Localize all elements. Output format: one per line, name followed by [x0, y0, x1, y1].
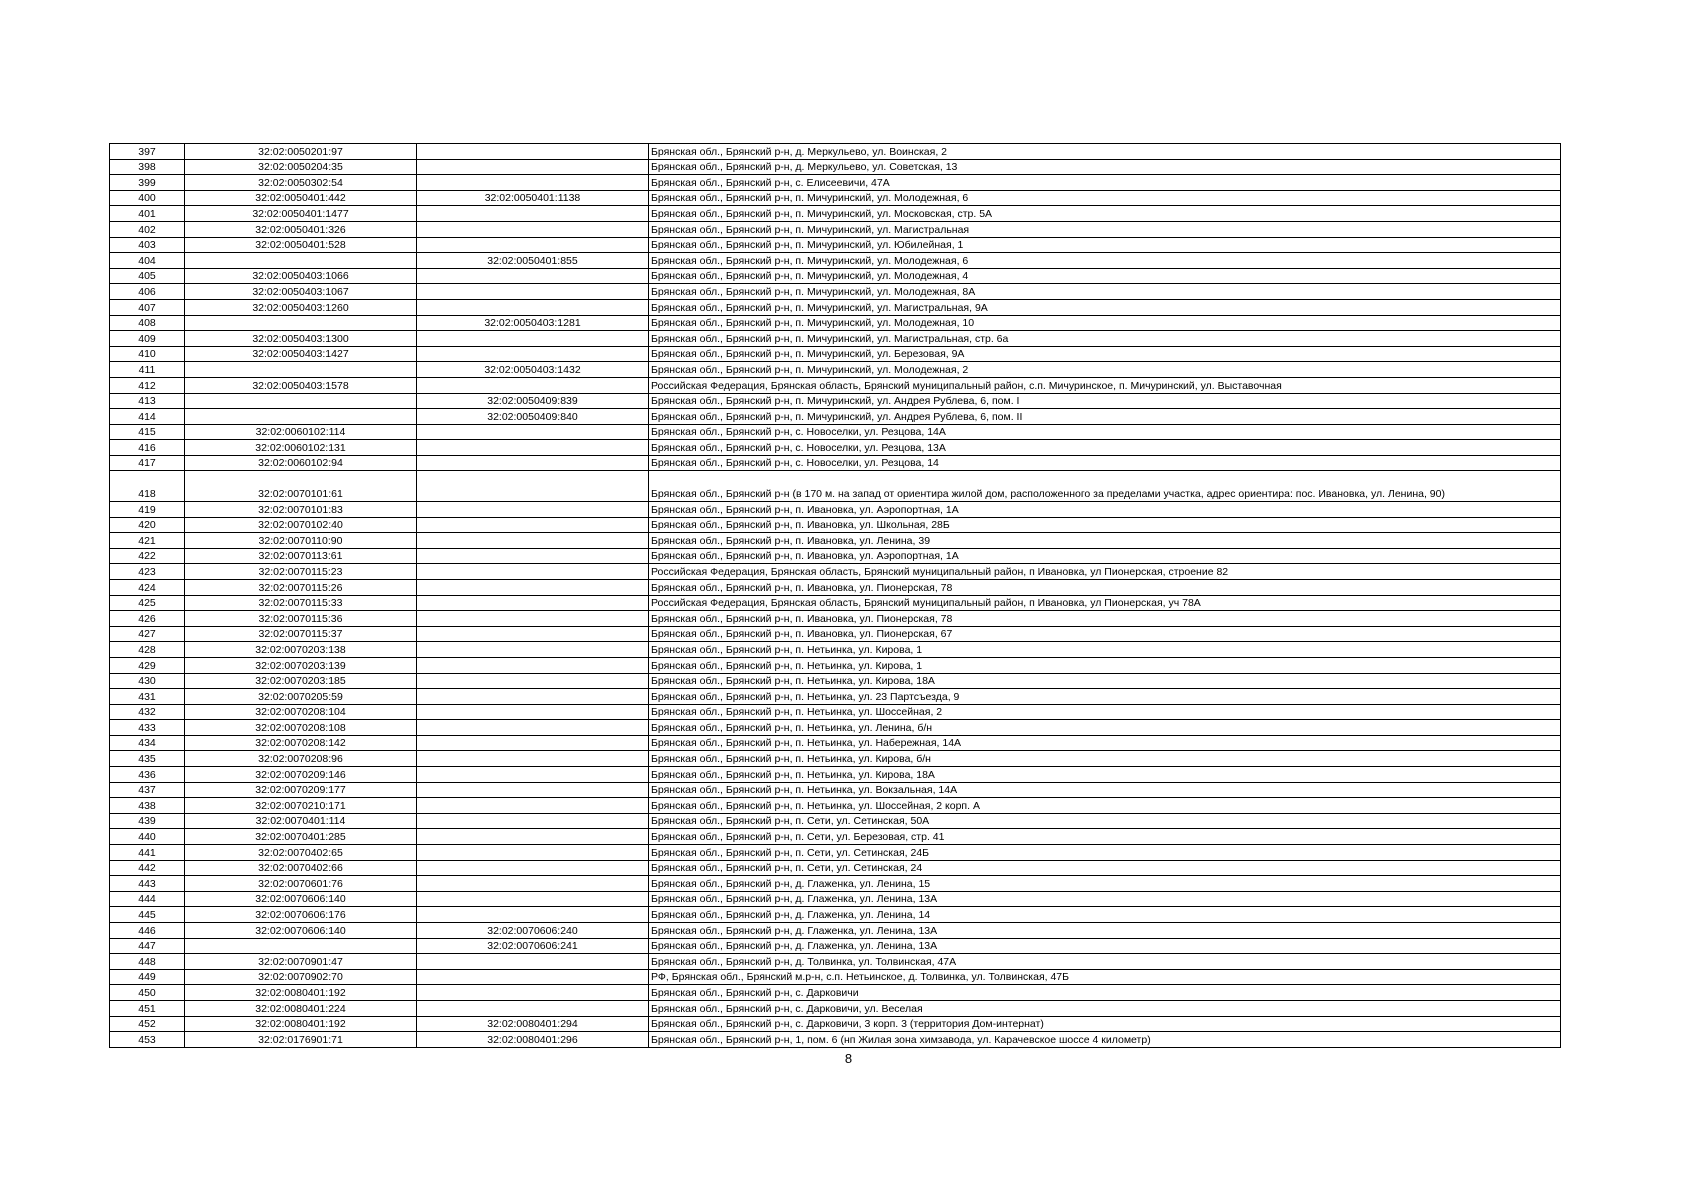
address-cell: Брянская обл., Брянский р-н, п. Ивановка, ул. Пионерская, 67 [649, 626, 1561, 642]
row-number-cell: 397 [110, 144, 185, 160]
inner-cadastral-number-cell [417, 642, 649, 658]
cadastral-number-cell [185, 362, 417, 378]
address-cell: Брянская обл., Брянский р-н, п. Нетьинка, ул. 23 Партсъезда, 9 [649, 689, 1561, 705]
table-row [110, 564, 1561, 580]
cadastral-number-cell: 32:02:0070209:146 [185, 767, 417, 783]
cadastral-number-cell: 32:02:0050302:54 [185, 175, 417, 191]
address-cell: РФ, Брянская обл., Брянский м.р-н, с.п. Нетьинское, д. Толвинка, ул. Толвинская, 47Б [649, 969, 1561, 985]
address-cell: Брянская обл., Брянский р-н, п. Нетьинка, ул. Кирова, 18А [649, 673, 1561, 689]
inner-cadastral-number-cell [417, 767, 649, 783]
table-row [110, 923, 1561, 939]
table-row [110, 190, 1561, 206]
inner-cadastral-number-cell [417, 471, 649, 502]
inner-cadastral-number-cell [417, 704, 649, 720]
address-cell: Брянская обл., Брянский р-н, п. Мичуринский, ул. Молодежная, 6 [649, 190, 1561, 206]
address-cell: Брянская обл., Брянский р-н, п. Мичуринский, ул. Молодежная, 4 [649, 268, 1561, 284]
cadastral-number-cell: 32:02:0050403:1578 [185, 377, 417, 393]
table-row [110, 268, 1561, 284]
address-cell: Российская Федерация, Брянская область, Брянский муниципальный район, п Ивановка, ул Пионерская, строение 82 [649, 564, 1561, 580]
inner-cadastral-number-cell [417, 813, 649, 829]
cadastral-number-cell: 32:02:0070101:61 [185, 471, 417, 502]
row-number-cell: 412 [110, 377, 185, 393]
table-row [110, 657, 1561, 673]
table-row [110, 611, 1561, 627]
inner-cadastral-number-cell [417, 206, 649, 222]
address-cell: Брянская обл., Брянский р-н, п. Ивановка, ул. Пионерская, 78 [649, 579, 1561, 595]
cadastral-number-cell: 32:02:0060102:114 [185, 424, 417, 440]
inner-cadastral-number-cell [417, 735, 649, 751]
row-number-cell: 444 [110, 891, 185, 907]
table-row [110, 548, 1561, 564]
row-number-cell: 416 [110, 440, 185, 456]
address-cell: Брянская обл., Брянский р-н, д. Глаженка, ул. Ленина, 14 [649, 907, 1561, 923]
cadastral-number-cell: 32:02:0060102:131 [185, 440, 417, 456]
inner-cadastral-number-cell [417, 657, 649, 673]
cadastral-number-cell: 32:02:0050403:1427 [185, 346, 417, 362]
address-cell: Брянская обл., Брянский р-н, п. Мичуринский, ул. Юбилейная, 1 [649, 237, 1561, 253]
cadastral-number-cell: 32:02:0070208:104 [185, 704, 417, 720]
cadastral-number-cell: 32:02:0050401:326 [185, 221, 417, 237]
inner-cadastral-number-cell [417, 673, 649, 689]
row-number-cell: 452 [110, 1016, 185, 1032]
address-cell: Брянская обл., Брянский р-н, п. Нетьинка, ул. Кирова, 18А [649, 767, 1561, 783]
cadastral-number-cell: 32:02:0050401:1477 [185, 206, 417, 222]
cadastral-number-cell: 32:02:0050201:97 [185, 144, 417, 160]
address-cell: Брянская обл., Брянский р-н, п. Ивановка, ул. Аэропортная, 1А [649, 548, 1561, 564]
row-number-cell: 402 [110, 221, 185, 237]
address-cell: Брянская обл., Брянский р-н, 1, пом. 6 (нп Жилая зона химзавода, ул. Карачевское шоссе 4 километр) [649, 1032, 1561, 1048]
row-number-cell: 400 [110, 190, 185, 206]
cadastral-number-cell: 32:02:0050403:1067 [185, 284, 417, 300]
address-cell: Брянская обл., Брянский р-н, п. Ивановка, ул. Пионерская, 78 [649, 611, 1561, 627]
table-row [110, 954, 1561, 970]
register-table [109, 143, 1561, 1048]
inner-cadastral-number-cell [417, 829, 649, 845]
table-row [110, 689, 1561, 705]
inner-cadastral-number-cell: 32:02:0050403:1432 [417, 362, 649, 378]
row-number-cell: 441 [110, 845, 185, 861]
address-cell: Брянская обл., Брянский р-н, п. Нетьинка, ул. Вокзальная, 14А [649, 782, 1561, 798]
cadastral-number-cell: 32:02:0050403:1066 [185, 268, 417, 284]
inner-cadastral-number-cell [417, 517, 649, 533]
table-row [110, 751, 1561, 767]
cadastral-number-cell: 32:02:0070208:108 [185, 720, 417, 736]
table-row [110, 440, 1561, 456]
cadastral-number-cell: 32:02:0080401:192 [185, 1016, 417, 1032]
cadastral-number-cell: 32:02:0176901:71 [185, 1032, 417, 1048]
inner-cadastral-number-cell [417, 611, 649, 627]
cadastral-number-cell: 32:02:0070902:70 [185, 969, 417, 985]
table-row [110, 533, 1561, 549]
inner-cadastral-number-cell: 32:02:0080401:296 [417, 1032, 649, 1048]
cadastral-number-cell: 32:02:0070115:26 [185, 579, 417, 595]
table-row [110, 845, 1561, 861]
inner-cadastral-number-cell [417, 751, 649, 767]
row-number-cell: 420 [110, 517, 185, 533]
row-number-cell: 398 [110, 159, 185, 175]
address-cell: Брянская обл., Брянский р-н, д. Меркульево, ул. Советская, 13 [649, 159, 1561, 175]
row-number-cell: 437 [110, 782, 185, 798]
address-cell: Брянская обл., Брянский р-н, п. Мичуринский, ул. Молодежная, 8А [649, 284, 1561, 300]
row-number-cell: 424 [110, 579, 185, 595]
inner-cadastral-number-cell: 32:02:0080401:294 [417, 1016, 649, 1032]
table-row [110, 159, 1561, 175]
inner-cadastral-number-cell [417, 689, 649, 705]
row-number-cell: 435 [110, 751, 185, 767]
row-number-cell: 433 [110, 720, 185, 736]
cadastral-number-cell: 32:02:0070115:37 [185, 626, 417, 642]
inner-cadastral-number-cell [417, 440, 649, 456]
inner-cadastral-number-cell: 32:02:0050401:855 [417, 253, 649, 269]
table-row [110, 782, 1561, 798]
row-number-cell: 417 [110, 455, 185, 471]
row-number-cell: 408 [110, 315, 185, 331]
address-cell: Брянская обл., Брянский р-н, п. Сети, ул. Сетинская, 24Б [649, 845, 1561, 861]
cadastral-number-cell: 32:02:0070401:114 [185, 813, 417, 829]
table-row [110, 424, 1561, 440]
address-cell: Брянская обл., Брянский р-н, п. Сети, ул. Сетинская, 24 [649, 860, 1561, 876]
address-cell: Брянская обл., Брянский р-н, п. Мичуринский, ул. Андрея Рублева, 6, пом. I [649, 393, 1561, 409]
table-row [110, 891, 1561, 907]
cadastral-number-cell: 32:02:0070209:177 [185, 782, 417, 798]
row-number-cell: 399 [110, 175, 185, 191]
row-number-cell: 447 [110, 938, 185, 954]
inner-cadastral-number-cell [417, 798, 649, 814]
inner-cadastral-number-cell [417, 548, 649, 564]
address-cell: Брянская обл., Брянский р-н, с. Новоселки, ул. Резцова, 14 [649, 455, 1561, 471]
inner-cadastral-number-cell: 32:02:0050409:840 [417, 409, 649, 425]
row-number-cell: 438 [110, 798, 185, 814]
table-row [110, 626, 1561, 642]
table-row [110, 144, 1561, 160]
inner-cadastral-number-cell [417, 424, 649, 440]
table-row [110, 346, 1561, 362]
address-cell: Брянская обл., Брянский р-н, д. Толвинка, ул. Толвинская, 47А [649, 954, 1561, 970]
cadastral-number-cell: 32:02:0070101:83 [185, 501, 417, 517]
address-cell: Брянская обл., Брянский р-н, п. Нетьинка, ул. Набережная, 14А [649, 735, 1561, 751]
table-row [110, 455, 1561, 471]
row-number-cell: 406 [110, 284, 185, 300]
cadastral-number-cell: 32:02:0070402:66 [185, 860, 417, 876]
row-number-cell: 421 [110, 533, 185, 549]
inner-cadastral-number-cell [417, 1000, 649, 1016]
table-row [110, 938, 1561, 954]
table-row [110, 642, 1561, 658]
address-cell: Брянская обл., Брянский р-н, с. Дарковичи, ул. Веселая [649, 1000, 1561, 1016]
table-row [110, 1032, 1561, 1048]
address-cell: Российская Федерация, Брянская область, Брянский муниципальный район, с.п. Мичуринское, п. Мичуринский, ул. Выставочная [649, 377, 1561, 393]
row-number-cell: 429 [110, 657, 185, 673]
inner-cadastral-number-cell [417, 564, 649, 580]
cadastral-number-cell: 32:02:0070606:140 [185, 923, 417, 939]
row-number-cell: 415 [110, 424, 185, 440]
inner-cadastral-number-cell [417, 860, 649, 876]
row-number-cell: 445 [110, 907, 185, 923]
table-row [110, 704, 1561, 720]
cadastral-number-cell: 32:02:0060102:94 [185, 455, 417, 471]
table-row [110, 501, 1561, 517]
table-row [110, 579, 1561, 595]
cadastral-number-cell: 32:02:0080401:224 [185, 1000, 417, 1016]
inner-cadastral-number-cell [417, 579, 649, 595]
row-number-cell: 418 [110, 471, 185, 502]
table-row [110, 377, 1561, 393]
cadastral-number-cell: 32:02:0070402:65 [185, 845, 417, 861]
address-cell: Брянская обл., Брянский р-н, с. Елисеевичи, 47А [649, 175, 1561, 191]
table-row [110, 221, 1561, 237]
address-cell: Брянская обл., Брянский р-н, д. Глаженка, ул. Ленина, 13А [649, 891, 1561, 907]
address-cell: Брянская обл., Брянский р-н, д. Меркульево, ул. Воинская, 2 [649, 144, 1561, 160]
table-row [110, 1016, 1561, 1032]
inner-cadastral-number-cell [417, 782, 649, 798]
row-number-cell: 413 [110, 393, 185, 409]
address-cell: Брянская обл., Брянский р-н, п. Мичуринский, ул. Андрея Рублева, 6, пом. II [649, 409, 1561, 425]
cadastral-number-cell: 32:02:0070110:90 [185, 533, 417, 549]
row-number-cell: 411 [110, 362, 185, 378]
row-number-cell: 425 [110, 595, 185, 611]
cadastral-number-cell: 32:02:0070901:47 [185, 954, 417, 970]
table-row [110, 362, 1561, 378]
row-number-cell: 434 [110, 735, 185, 751]
register-table-body [110, 144, 1561, 1048]
row-number-cell: 443 [110, 876, 185, 892]
cadastral-number-cell: 32:02:0070401:285 [185, 829, 417, 845]
inner-cadastral-number-cell [417, 331, 649, 347]
address-cell: Брянская обл., Брянский р-н, п. Мичуринский, ул. Магистральная, стр. 6а [649, 331, 1561, 347]
row-number-cell: 436 [110, 767, 185, 783]
inner-cadastral-number-cell: 32:02:0070606:240 [417, 923, 649, 939]
cadastral-number-cell: 32:02:0070203:185 [185, 673, 417, 689]
table-row [110, 720, 1561, 736]
row-number-cell: 453 [110, 1032, 185, 1048]
table-row [110, 876, 1561, 892]
cadastral-number-cell: 32:02:0070606:140 [185, 891, 417, 907]
table-row [110, 798, 1561, 814]
address-cell: Брянская обл., Брянский р-н, с. Новоселки, ул. Резцова, 14А [649, 424, 1561, 440]
cadastral-number-cell [185, 393, 417, 409]
address-cell: Брянская обл., Брянский р-н, д. Глаженка, ул. Ленина, 13А [649, 938, 1561, 954]
row-number-cell: 401 [110, 206, 185, 222]
inner-cadastral-number-cell: 32:02:0050403:1281 [417, 315, 649, 331]
table-row [110, 907, 1561, 923]
table-row [110, 315, 1561, 331]
row-number-cell: 431 [110, 689, 185, 705]
table-row [110, 175, 1561, 191]
cadastral-number-cell: 32:02:0070205:59 [185, 689, 417, 705]
address-cell: Брянская обл., Брянский р-н, п. Нетьинка, ул. Шоссейная, 2 корп. А [649, 798, 1561, 814]
cadastral-number-cell: 32:02:0050204:35 [185, 159, 417, 175]
table-row [110, 517, 1561, 533]
address-cell: Брянская обл., Брянский р-н, п. Нетьинка, ул. Кирова, 1 [649, 657, 1561, 673]
inner-cadastral-number-cell [417, 175, 649, 191]
inner-cadastral-number-cell [417, 159, 649, 175]
inner-cadastral-number-cell [417, 969, 649, 985]
table-row [110, 393, 1561, 409]
inner-cadastral-number-cell: 32:02:0050401:1138 [417, 190, 649, 206]
cadastral-number-cell: 32:02:0070203:138 [185, 642, 417, 658]
inner-cadastral-number-cell [417, 455, 649, 471]
table-row [110, 409, 1561, 425]
table-row [110, 471, 1561, 502]
table-row [110, 860, 1561, 876]
address-cell: Брянская обл., Брянский р-н, п. Мичуринский, ул. Магистральная, 9А [649, 299, 1561, 315]
row-number-cell: 448 [110, 954, 185, 970]
cadastral-number-cell: 32:02:0070606:176 [185, 907, 417, 923]
inner-cadastral-number-cell [417, 284, 649, 300]
inner-cadastral-number-cell [417, 501, 649, 517]
address-cell: Брянская обл., Брянский р-н, п. Нетьинка, ул. Ленина, б/н [649, 720, 1561, 736]
row-number-cell: 430 [110, 673, 185, 689]
row-number-cell: 409 [110, 331, 185, 347]
cadastral-number-cell: 32:02:0050401:528 [185, 237, 417, 253]
table-row [110, 813, 1561, 829]
inner-cadastral-number-cell [417, 845, 649, 861]
inner-cadastral-number-cell: 32:02:0050409:839 [417, 393, 649, 409]
table-row [110, 206, 1561, 222]
cadastral-number-cell: 32:02:0070203:139 [185, 657, 417, 673]
address-cell: Брянская обл., Брянский р-н, п. Ивановка, ул. Ленина, 39 [649, 533, 1561, 549]
address-cell: Брянская обл., Брянский р-н, п. Ивановка, ул. Школьная, 28Б [649, 517, 1561, 533]
row-number-cell: 414 [110, 409, 185, 425]
row-number-cell: 449 [110, 969, 185, 985]
row-number-cell: 422 [110, 548, 185, 564]
address-cell: Брянская обл., Брянский р-н, п. Нетьинка, ул. Кирова, 1 [649, 642, 1561, 658]
cadastral-number-cell: 32:02:0080401:192 [185, 985, 417, 1001]
inner-cadastral-number-cell [417, 985, 649, 1001]
table-row [110, 829, 1561, 845]
table-row [110, 284, 1561, 300]
cadastral-number-cell: 32:02:0050403:1260 [185, 299, 417, 315]
cadastral-number-cell: 32:02:0070210:171 [185, 798, 417, 814]
address-cell: Брянская обл., Брянский р-н, д. Глаженка, ул. Ленина, 13А [649, 923, 1561, 939]
row-number-cell: 405 [110, 268, 185, 284]
inner-cadastral-number-cell [417, 221, 649, 237]
cadastral-number-cell: 32:02:0050403:1300 [185, 331, 417, 347]
row-number-cell: 442 [110, 860, 185, 876]
row-number-cell: 446 [110, 923, 185, 939]
table-row [110, 985, 1561, 1001]
row-number-cell: 450 [110, 985, 185, 1001]
table-row [110, 735, 1561, 751]
address-cell: Брянская обл., Брянский р-н, п. Мичуринский, ул. Молодежная, 6 [649, 253, 1561, 269]
inner-cadastral-number-cell [417, 907, 649, 923]
address-cell: Брянская обл., Брянский р-н, с. Новоселки, ул. Резцова, 13А [649, 440, 1561, 456]
inner-cadastral-number-cell: 32:02:0070606:241 [417, 938, 649, 954]
address-cell: Брянская обл., Брянский р-н, п. Мичуринский, ул. Молодежная, 10 [649, 315, 1561, 331]
cadastral-number-cell: 32:02:0070113:61 [185, 548, 417, 564]
table-row [110, 299, 1561, 315]
table-row [110, 969, 1561, 985]
address-cell: Брянская обл., Брянский р-н, п. Нетьинка, ул. Шоссейная, 2 [649, 704, 1561, 720]
row-number-cell: 407 [110, 299, 185, 315]
address-cell: Брянская обл., Брянский р-н, п. Мичуринский, ул. Молодежная, 2 [649, 362, 1561, 378]
inner-cadastral-number-cell [417, 954, 649, 970]
row-number-cell: 404 [110, 253, 185, 269]
row-number-cell: 403 [110, 237, 185, 253]
inner-cadastral-number-cell [417, 144, 649, 160]
cadastral-number-cell [185, 253, 417, 269]
cadastral-number-cell [185, 409, 417, 425]
inner-cadastral-number-cell [417, 626, 649, 642]
page-number: 8 [844, 1051, 853, 1066]
cadastral-number-cell: 32:02:0070115:36 [185, 611, 417, 627]
address-cell: Брянская обл., Брянский р-н, с. Дарковичи [649, 985, 1561, 1001]
row-number-cell: 410 [110, 346, 185, 362]
inner-cadastral-number-cell [417, 876, 649, 892]
row-number-cell: 428 [110, 642, 185, 658]
address-cell: Брянская обл., Брянский р-н, п. Нетьинка, ул. Кирова, б/н [649, 751, 1561, 767]
table-row [110, 331, 1561, 347]
inner-cadastral-number-cell [417, 533, 649, 549]
row-number-cell: 440 [110, 829, 185, 845]
inner-cadastral-number-cell [417, 720, 649, 736]
inner-cadastral-number-cell [417, 595, 649, 611]
table-row [110, 253, 1561, 269]
inner-cadastral-number-cell [417, 299, 649, 315]
cadastral-number-cell [185, 938, 417, 954]
table-row [110, 237, 1561, 253]
inner-cadastral-number-cell [417, 237, 649, 253]
cadastral-number-cell: 32:02:0070208:96 [185, 751, 417, 767]
table-row [110, 1000, 1561, 1016]
row-number-cell: 439 [110, 813, 185, 829]
table-row [110, 673, 1561, 689]
row-number-cell: 426 [110, 611, 185, 627]
cadastral-number-cell: 32:02:0070115:33 [185, 595, 417, 611]
inner-cadastral-number-cell [417, 891, 649, 907]
row-number-cell: 419 [110, 501, 185, 517]
cadastral-number-cell: 32:02:0050401:442 [185, 190, 417, 206]
inner-cadastral-number-cell [417, 377, 649, 393]
cadastral-number-cell: 32:02:0070102:40 [185, 517, 417, 533]
table-row [110, 595, 1561, 611]
row-number-cell: 451 [110, 1000, 185, 1016]
row-number-cell: 427 [110, 626, 185, 642]
cadastral-number-cell: 32:02:0070208:142 [185, 735, 417, 751]
row-number-cell: 432 [110, 704, 185, 720]
address-cell: Российская Федерация, Брянская область, Брянский муниципальный район, п Ивановка, ул Пионерская, уч 78А [649, 595, 1561, 611]
address-cell: Брянская обл., Брянский р-н, п. Мичуринский, ул. Березовая, 9А [649, 346, 1561, 362]
table-row [110, 767, 1561, 783]
inner-cadastral-number-cell [417, 268, 649, 284]
address-cell: Брянская обл., Брянский р-н, п. Мичуринский, ул. Московская, стр. 5А [649, 206, 1561, 222]
address-cell: Брянская обл., Брянский р-н, п. Ивановка, ул. Аэропортная, 1А [649, 501, 1561, 517]
cadastral-number-cell [185, 315, 417, 331]
address-cell: Брянская обл., Брянский р-н, п. Мичуринский, ул. Магистральная [649, 221, 1561, 237]
row-number-cell: 423 [110, 564, 185, 580]
inner-cadastral-number-cell [417, 346, 649, 362]
address-cell: Брянская обл., Брянский р-н, п. Сети, ул. Сетинская, 50А [649, 813, 1561, 829]
cadastral-number-cell: 32:02:0070115:23 [185, 564, 417, 580]
address-cell: Брянская обл., Брянский р-н, д. Глаженка, ул. Ленина, 15 [649, 876, 1561, 892]
address-cell: Брянская обл., Брянский р-н (в 170 м. на запад от ориентира жилой дом, расположенного за пределами участка, адрес ориентира: пос. Ивановка, ул. Ленина, 90) [649, 471, 1561, 502]
address-cell: Брянская обл., Брянский р-н, с. Дарковичи, 3 корп. 3 (территория Дом-интернат) [649, 1016, 1561, 1032]
address-cell: Брянская обл., Брянский р-н, п. Сети, ул. Березовая, стр. 41 [649, 829, 1561, 845]
cadastral-number-cell: 32:02:0070601:76 [185, 876, 417, 892]
